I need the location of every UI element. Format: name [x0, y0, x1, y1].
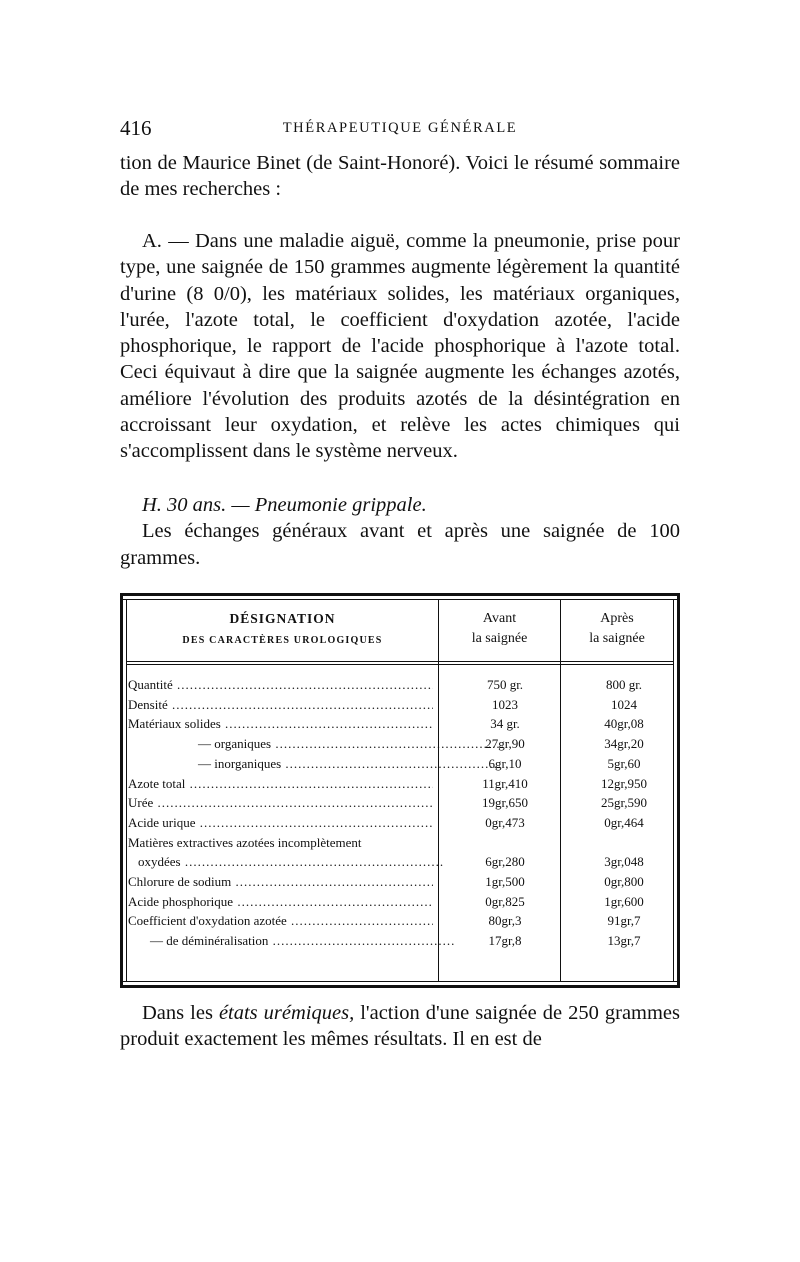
after-header: Après la saignée [589, 611, 645, 646]
page-number: 416 [120, 116, 152, 140]
closing-rest: l'action d'une saignée de 250 grammes produit exactement les mêmes résultats. Il en est de [120, 1002, 681, 1051]
case-intro: Les échanges généraux avant et après une saignée de 100 grammes. [120, 520, 680, 569]
after-value: 1gr,600 [604, 893, 644, 909]
table-row [128, 795, 670, 815]
before-value: 6gr,10 [488, 755, 522, 771]
paragraph-text: A. — Dans une maladie aiguë, comme la pneumonie, prise pour type, une saignée de 150 grammes augmente légèrement la quantité d'urine (8 0/0), les matériaux solides, les matériaux organiques, l'urée, l'azote total, le coefficient d'oxydation azotée, l'acide phosphorique, le rapport de l'acide phosphorique à l'azote total. Ceci équivaut à dire que la saignée augmente les échanges azotés, améliore l'évolution des produits azotés de la désintégration en accroissant leur oxydation, et relève les actes chimiques qui s'accomplissent dans le système nerveux. [120, 230, 680, 463]
before-value: 80gr,3 [488, 913, 522, 929]
row-label: Chlorure de sodium ..... [128, 874, 433, 890]
closing-italic: états urémiques, [218, 1002, 355, 1024]
before-header: Avant la saignée [471, 611, 528, 646]
row-label: Coefficient d'oxydation azotée ..... [128, 913, 433, 929]
after-value: 12gr,950 [600, 775, 648, 791]
row-label: Acide phosphorique ..... [128, 894, 433, 910]
row-label: Matériaux solides ..... [128, 716, 433, 732]
row-label: Acide urique ..... [128, 815, 433, 831]
case-title: H. 30 ans. — Pneumonie grippale. [142, 494, 427, 516]
paragraph-continued [120, 150, 680, 203]
summary-paragraph [120, 228, 680, 465]
row-label: — inorganiques ..... [128, 756, 503, 772]
before-value: 0gr,825 [485, 893, 525, 909]
after-value: 0gr,464 [604, 814, 644, 830]
before-value: 27gr,90 [485, 736, 525, 752]
row-label: Densité ..... [128, 697, 433, 713]
table-row [128, 894, 670, 914]
row-label: Azote total ..... [128, 776, 433, 792]
table-row [128, 756, 670, 776]
designation-header: DÉSIGNATION DES CARACTÈRES UROLOGIQUES [182, 611, 383, 646]
before-value: 34 gr. [490, 716, 520, 732]
table-row [128, 776, 670, 796]
after-value: 13gr,7 [607, 933, 641, 949]
row-label: Matières extractives azotées incomplètement [128, 834, 362, 850]
row-label: — organiques ..... [128, 736, 503, 752]
after-value: 91gr,7 [607, 913, 641, 929]
table-row [128, 835, 670, 855]
before-value: 0gr,473 [485, 814, 525, 830]
after-value: 800 gr. [605, 677, 643, 692]
before-value: 750 gr. [486, 677, 524, 692]
table-row [128, 716, 670, 736]
row-label: Urée ..... [128, 795, 433, 811]
after-value: 0gr,800 [604, 874, 644, 889]
table-row [128, 677, 670, 697]
after-value: 3gr,048 [604, 854, 644, 870]
table-row [128, 736, 670, 756]
table-row [128, 854, 670, 874]
table-row [128, 815, 670, 835]
before-value: 1gr,500 [485, 874, 525, 889]
table-row [128, 697, 670, 717]
case-block [120, 492, 680, 571]
table-row [128, 913, 670, 933]
running-title: THÉRAPEUTIQUE GÉNÉRALE [282, 120, 518, 136]
row-label: Quantité ..... [128, 677, 433, 693]
urology-table [120, 593, 680, 988]
table-row [128, 933, 670, 953]
table-row [128, 874, 670, 894]
row-label: oxydées ..... [128, 854, 443, 870]
before-value: 19gr,650 [481, 795, 529, 811]
before-value: 6gr,280 [485, 854, 525, 870]
page-header [120, 116, 680, 140]
before-value: 17gr,8 [488, 933, 522, 949]
after-value: 25gr,590 [600, 795, 648, 811]
after-value: 34gr,20 [604, 736, 644, 752]
closing-paragraph [120, 1000, 680, 1053]
row-label: — de déminéralisation ..... [128, 933, 455, 949]
after-value: 5gr,60 [607, 755, 641, 771]
closing-start: Dans les [142, 1002, 213, 1024]
paragraph-text: tion de Maurice Binet (de Saint-Honoré). Voici le résumé sommaire de mes recherches : [120, 152, 680, 201]
after-value: 1024 [611, 696, 637, 712]
after-value: 40gr,08 [604, 716, 644, 732]
before-value: 11gr,410 [482, 775, 528, 791]
before-value: 1023 [492, 696, 518, 712]
